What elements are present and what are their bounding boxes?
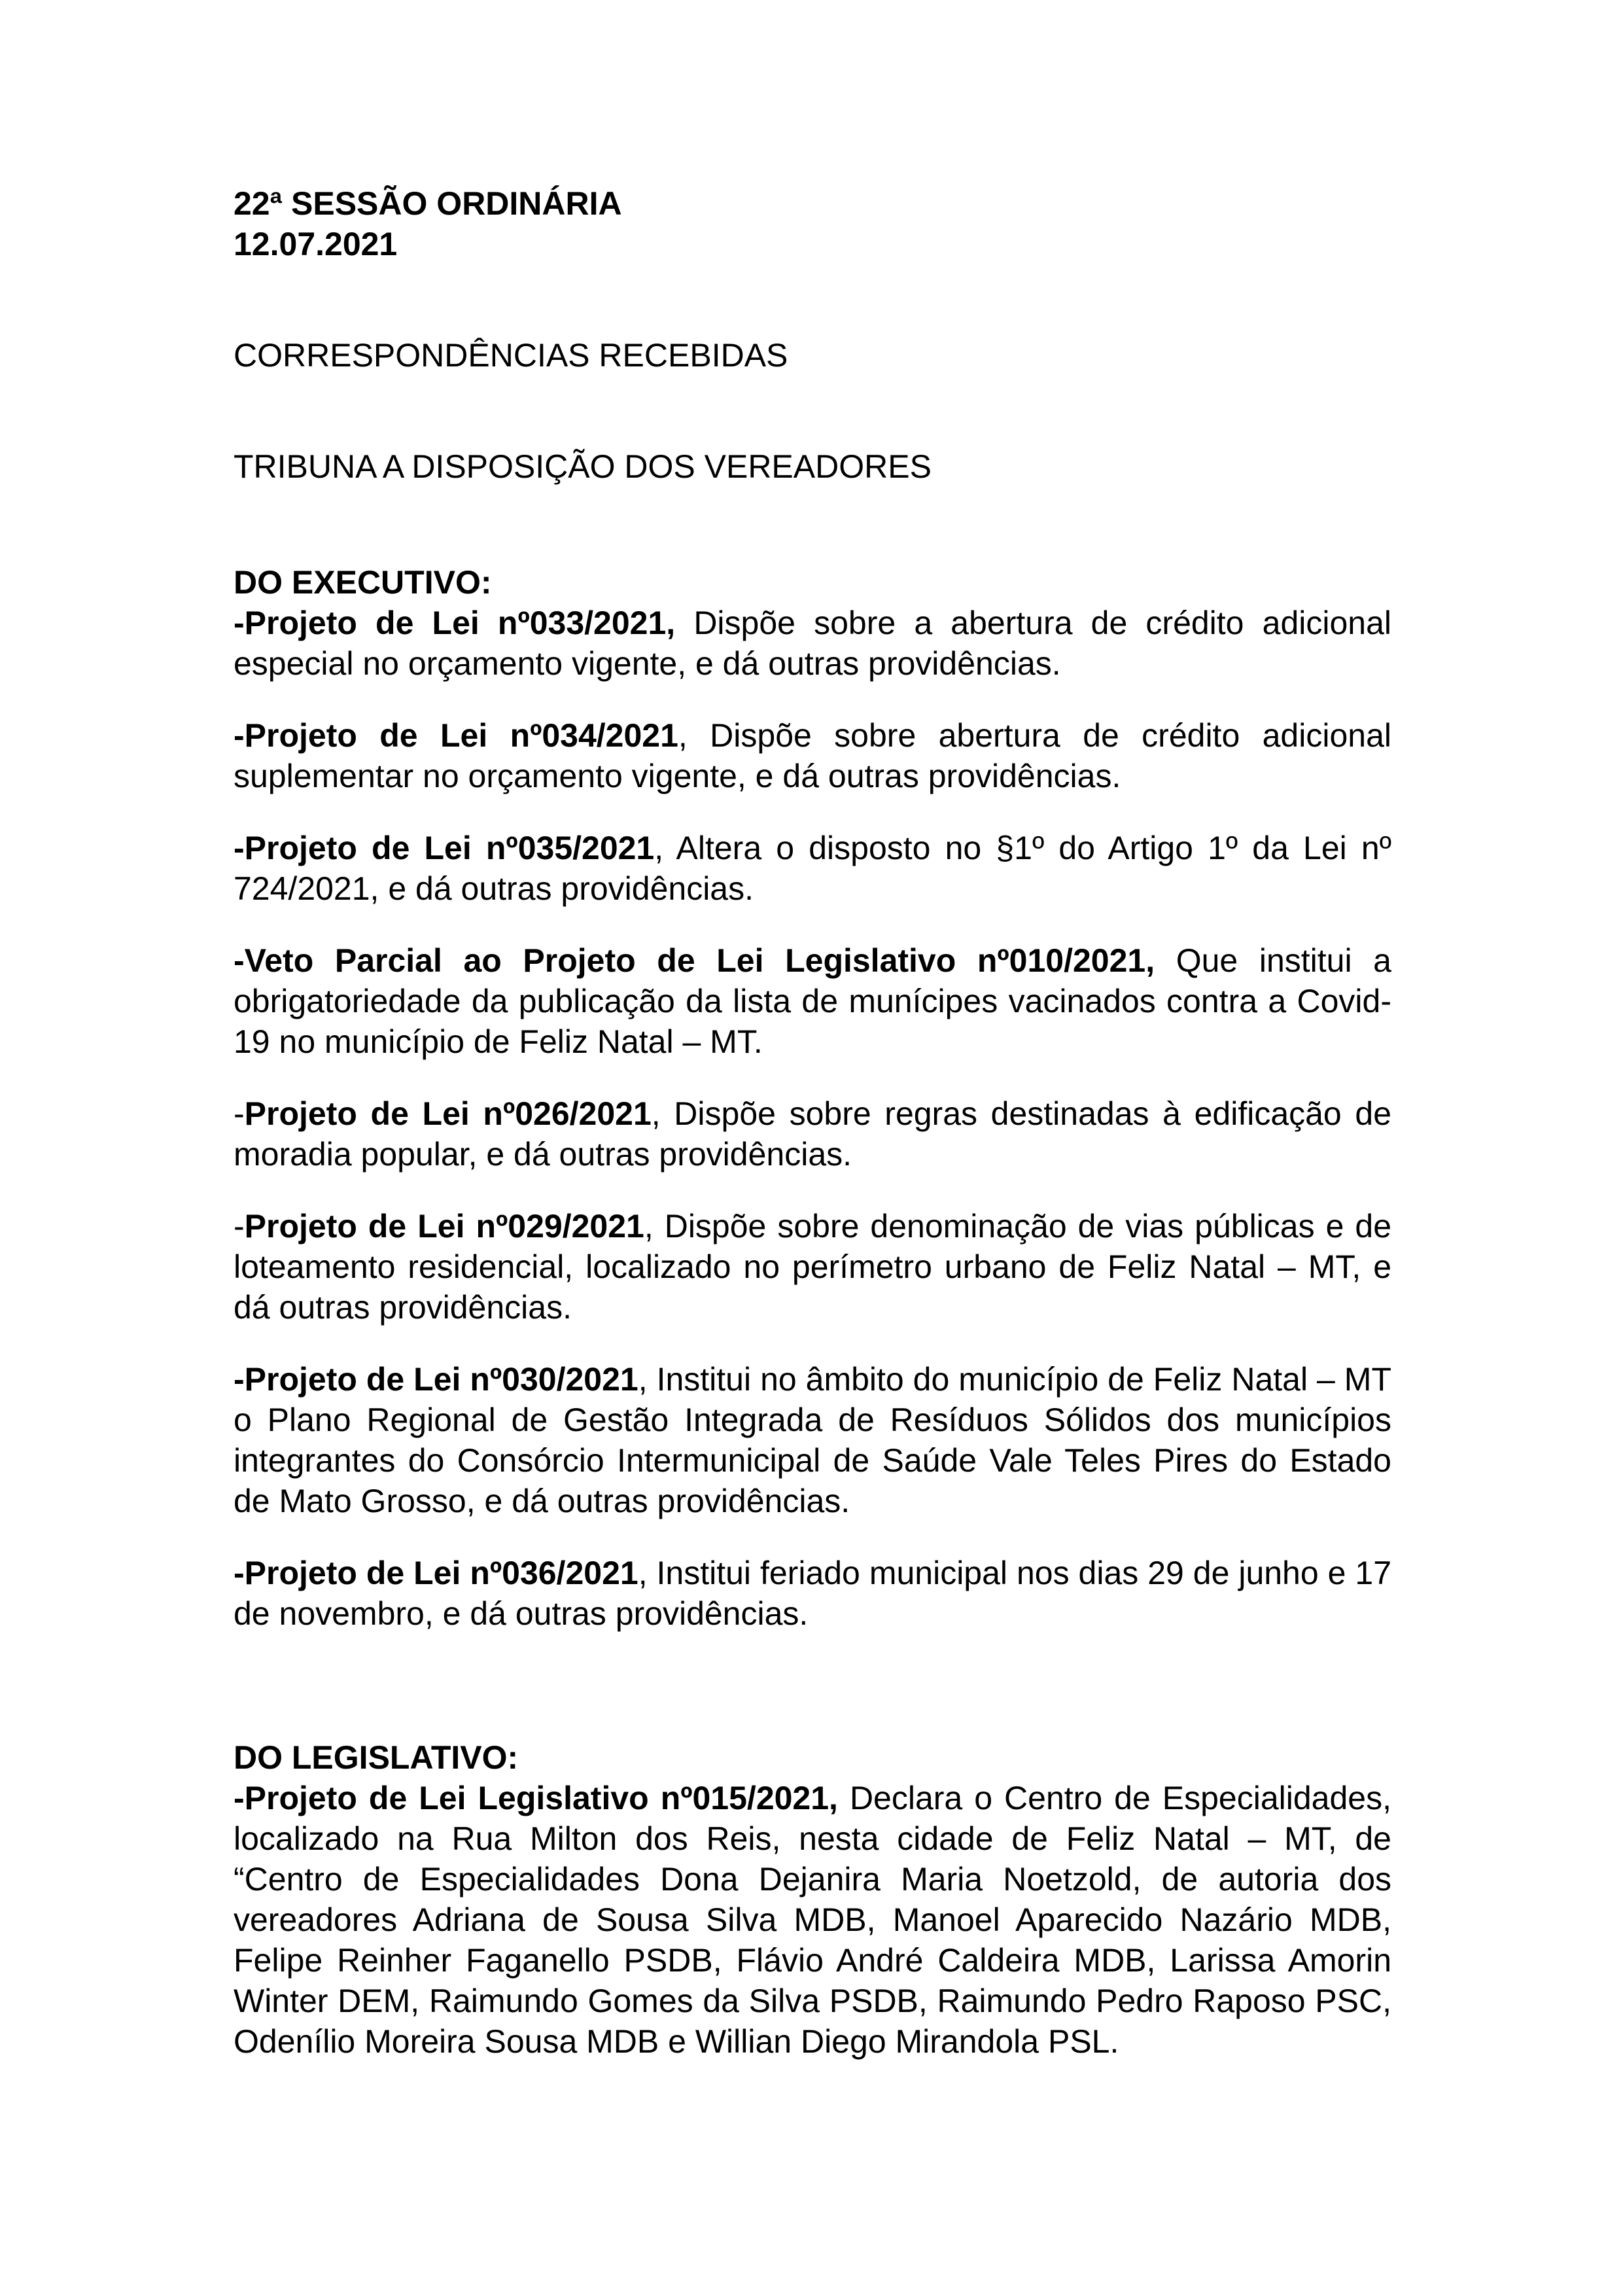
law-item-034 <box>234 715 1391 796</box>
law-item-desc: , Altera o disposto no §1º do Artigo 1º da Lei nº 724/2021, e dá outras providências. <box>234 830 1391 907</box>
law-item-desc: , Institui feriado municipal nos dias 29 de junho e 17 de novembro, e dá outras providências. <box>234 1555 1391 1632</box>
section-executivo <box>234 562 1391 1634</box>
law-item-desc: , Institui no âmbito do município de Feliz Natal – MT o Plano Regional de Gestão Integrada de Resíduos Sólidos dos municípios integrantes do Consórcio Intermunicipal de Saúde Vale Teles Pires do Estado de Mato Grosso, e dá outras providências. <box>234 1361 1391 1519</box>
heading-correspondencias: CORRESPONDÊNCIAS RECEBIDAS <box>234 337 788 374</box>
session-header <box>234 183 1391 264</box>
law-item-026 <box>234 1093 1391 1174</box>
law-item-ref: -Projeto de Lei nº035/2021 <box>234 830 655 866</box>
law-item-desc: Declara o Centro de Especialidades, localizado na Rua Milton dos Reis, nesta cidade de Feliz Natal – MT, de “Centro de Especialidades Dona Dejanira Maria Noetzold, de autoria dos vereadores Adriana de Sousa Silva MDB, Manoel Aparecido Nazário MDB, Felipe Reinher Faganello PSDB, Flávio André Caldeira MDB, Larissa Amorin Winter DEM, Raimundo Gomes da Silva PSDB, Raimundo Pedro Raposo PSC, Odenílio Moreira Sousa MDB e Willian Diego Mirandola PSL. <box>234 1780 1391 2060</box>
law-item-ref: -Projeto de Lei nº030/2021 <box>234 1361 638 1398</box>
law-item-legislativo-015 <box>234 1778 1391 2062</box>
law-item-prefix: - <box>234 1095 245 1132</box>
section-title-legislativo: DO LEGISLATIVO: <box>234 1739 519 1776</box>
heading-tribuna: TRIBUNA A DISPOSIÇÃO DOS VEREADORES <box>234 448 932 485</box>
law-item-ref: -Projeto de Lei nº034/2021 <box>234 717 678 754</box>
law-item-ref: -Veto Parcial ao Projeto de Lei Legislativo nº010/2021, <box>234 942 1155 979</box>
law-item-036 <box>234 1553 1391 1634</box>
law-item-ref: -Projeto de Lei Legislativo nº015/2021, <box>234 1780 838 1816</box>
law-item-desc: , Dispõe sobre abertura de crédito adicional suplementar no orçamento vigente, e dá outras providências. <box>234 717 1391 794</box>
law-item-desc: , Dispõe sobre regras destinadas à edificação de moradia popular, e dá outras providências. <box>234 1095 1391 1173</box>
law-item-desc: , Dispõe sobre denominação de vias públicas e de loteamento residencial, localizado no perímetro urbano de Feliz Natal – MT, e dá outras providências. <box>234 1208 1392 1326</box>
law-item-desc: Dispõe sobre a abertura de crédito adicional especial no orçamento vigente, e dá outras providências. <box>234 605 1391 682</box>
law-item-030 <box>234 1359 1391 1521</box>
section-legislativo <box>234 1737 1391 2062</box>
law-item-ref: Projeto de Lei nº029/2021 <box>244 1208 644 1245</box>
law-item-035 <box>234 828 1391 909</box>
session-date: 12.07.2021 <box>234 226 398 262</box>
law-item-prefix: - <box>234 1208 245 1245</box>
law-item-ref: -Projeto de Lei nº036/2021 <box>234 1555 638 1591</box>
section-title-executivo: DO EXECUTIVO: <box>234 564 492 601</box>
law-item-ref: -Projeto de Lei nº033/2021, <box>234 605 676 641</box>
law-item-033 <box>234 603 1391 684</box>
law-item-veto-010 <box>234 940 1391 1062</box>
law-item-ref: Projeto de Lei nº026/2021 <box>244 1095 652 1132</box>
session-title: 22ª SESSÃO ORDINÁRIA <box>234 185 622 222</box>
law-item-029 <box>234 1206 1391 1328</box>
law-item-desc: Que institui a obrigatoriedade da publicação da lista de munícipes vacinados contra a Covid-19 no município de Feliz Natal – MT. <box>234 942 1391 1060</box>
